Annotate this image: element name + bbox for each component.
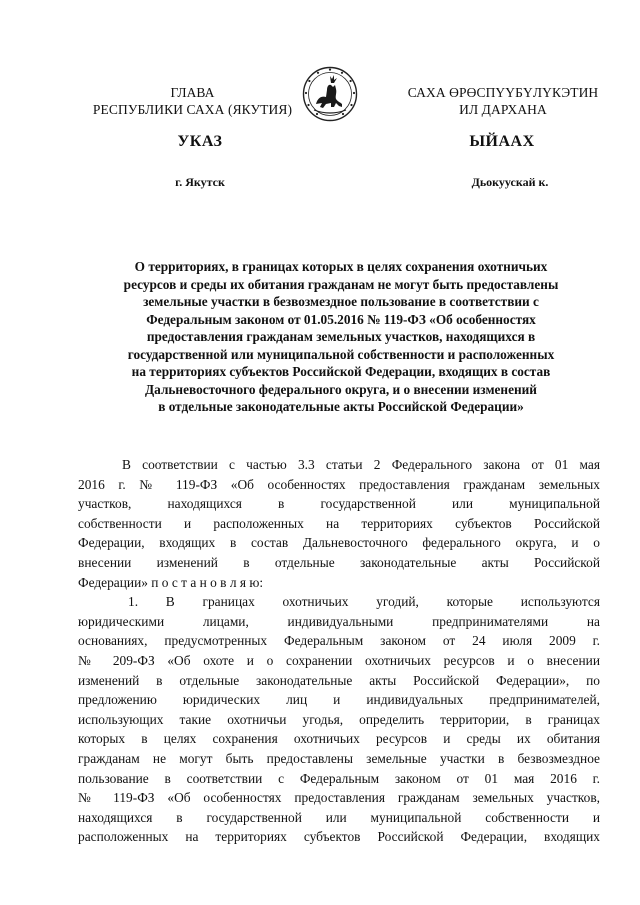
header-right-line1: САХА ӨРӨСПҮҮБҮЛҮКЭТИН — [407, 85, 599, 100]
title-line: ресурсов и среды их обитания гражданам не могут быть предоставлены — [123, 276, 559, 292]
body-line: № 209-ФЗ «Об охоте и о сохранении охотничьих ресурсов и о внесении — [78, 652, 600, 668]
body-line: использующих такие охотничьи угодья, определить территории, в границах — [78, 711, 600, 727]
city-left: г. Якутск — [175, 175, 225, 189]
body-line: находящихся в государственной или муниципальной собственности и — [78, 809, 600, 825]
header-right-line2: ИЛ ДАРХАНА — [459, 102, 547, 117]
body-line: которых в целях сохранения охотничьих ресурсов и среды их обитания — [78, 731, 600, 747]
header-left-line2: РЕСПУБЛИКИ САХА (ЯКУТИЯ) — [92, 102, 293, 117]
header-left-block — [85, 84, 300, 118]
document-title — [78, 258, 604, 416]
title-line: на территориях субъектов Российской Федерации, входящих в состав — [131, 364, 551, 379]
body-line: основаниях, предусмотренных Федеральным законом от 24 июля 2009 г. — [78, 633, 600, 649]
body-line: В соответствии с частью 3.3 статьи 2 Федерального закона от 01 мая — [122, 457, 600, 472]
title-line: Дальневосточного федерального округа, и о внесении изменений — [145, 381, 537, 397]
city-right: Дьокуускай к. — [471, 175, 549, 189]
body-line: Федерации» п о с т а н о в л я ю: — [78, 574, 264, 590]
body-line: пользование в соответствии с Федеральным законом от 01 мая 2016 г. — [78, 770, 600, 786]
body-line: расположенных на территориях субъектов Российской Федерации, входящих — [78, 829, 600, 845]
title-line: земельные участки в безвозмездное пользование в соответствии с — [143, 294, 539, 309]
body-line: 2016 г. № 119-ФЗ «Об особенностях предоставления гражданам земельных — [78, 476, 600, 492]
doc-type-left: УКАЗ — [177, 133, 223, 150]
title-line: Федеральным законом от 01.05.2016 № 119-ФЗ «Об особенностях — [146, 311, 536, 327]
body-line: собственности и расположенных на территориях субъектов Российской — [78, 515, 600, 531]
coat-of-arms-emblem — [302, 66, 358, 122]
header-right-block — [388, 84, 618, 118]
doc-type-right: ЫЙААХ — [469, 133, 535, 150]
title-line: О территориях, в границах которых в целях сохранения охотничьих — [134, 259, 548, 274]
body-line: внесении изменений в отдельные законодательные акты Российской — [78, 554, 600, 570]
body-line: юридическими лицами, индивидуальными предпринимателями на — [78, 613, 600, 629]
title-line: предоставления гражданам земельных участков, находящихся в — [146, 329, 536, 344]
body-line: 1. В границах охотничьих угодий, которые используются — [128, 594, 600, 610]
title-line: в отдельные законодательные акты Российской Федерации» — [158, 399, 524, 414]
body-line: гражданам не могут быть предоставлены земельные участки в безвозмездное — [78, 750, 600, 766]
title-line: государственной или муниципальной собственности и расположенных — [127, 346, 555, 362]
body-line: изменений в отдельные законодательные акты Российской Федерации», по — [78, 672, 600, 688]
body-line: участков, находящихся в государственной или муниципальной — [78, 496, 600, 512]
header-left-line1: ГЛАВА — [170, 85, 215, 100]
document-body — [78, 455, 600, 847]
body-line: № 119-ФЗ «Об особенностях предоставления гражданам земельных участков, — [78, 790, 600, 806]
body-line: Федерации, входящих в состав Дальневосточного федерального округа, и о — [78, 535, 600, 551]
body-line: предложению юридических лиц и индивидуальных предпринимателей, — [78, 692, 600, 708]
